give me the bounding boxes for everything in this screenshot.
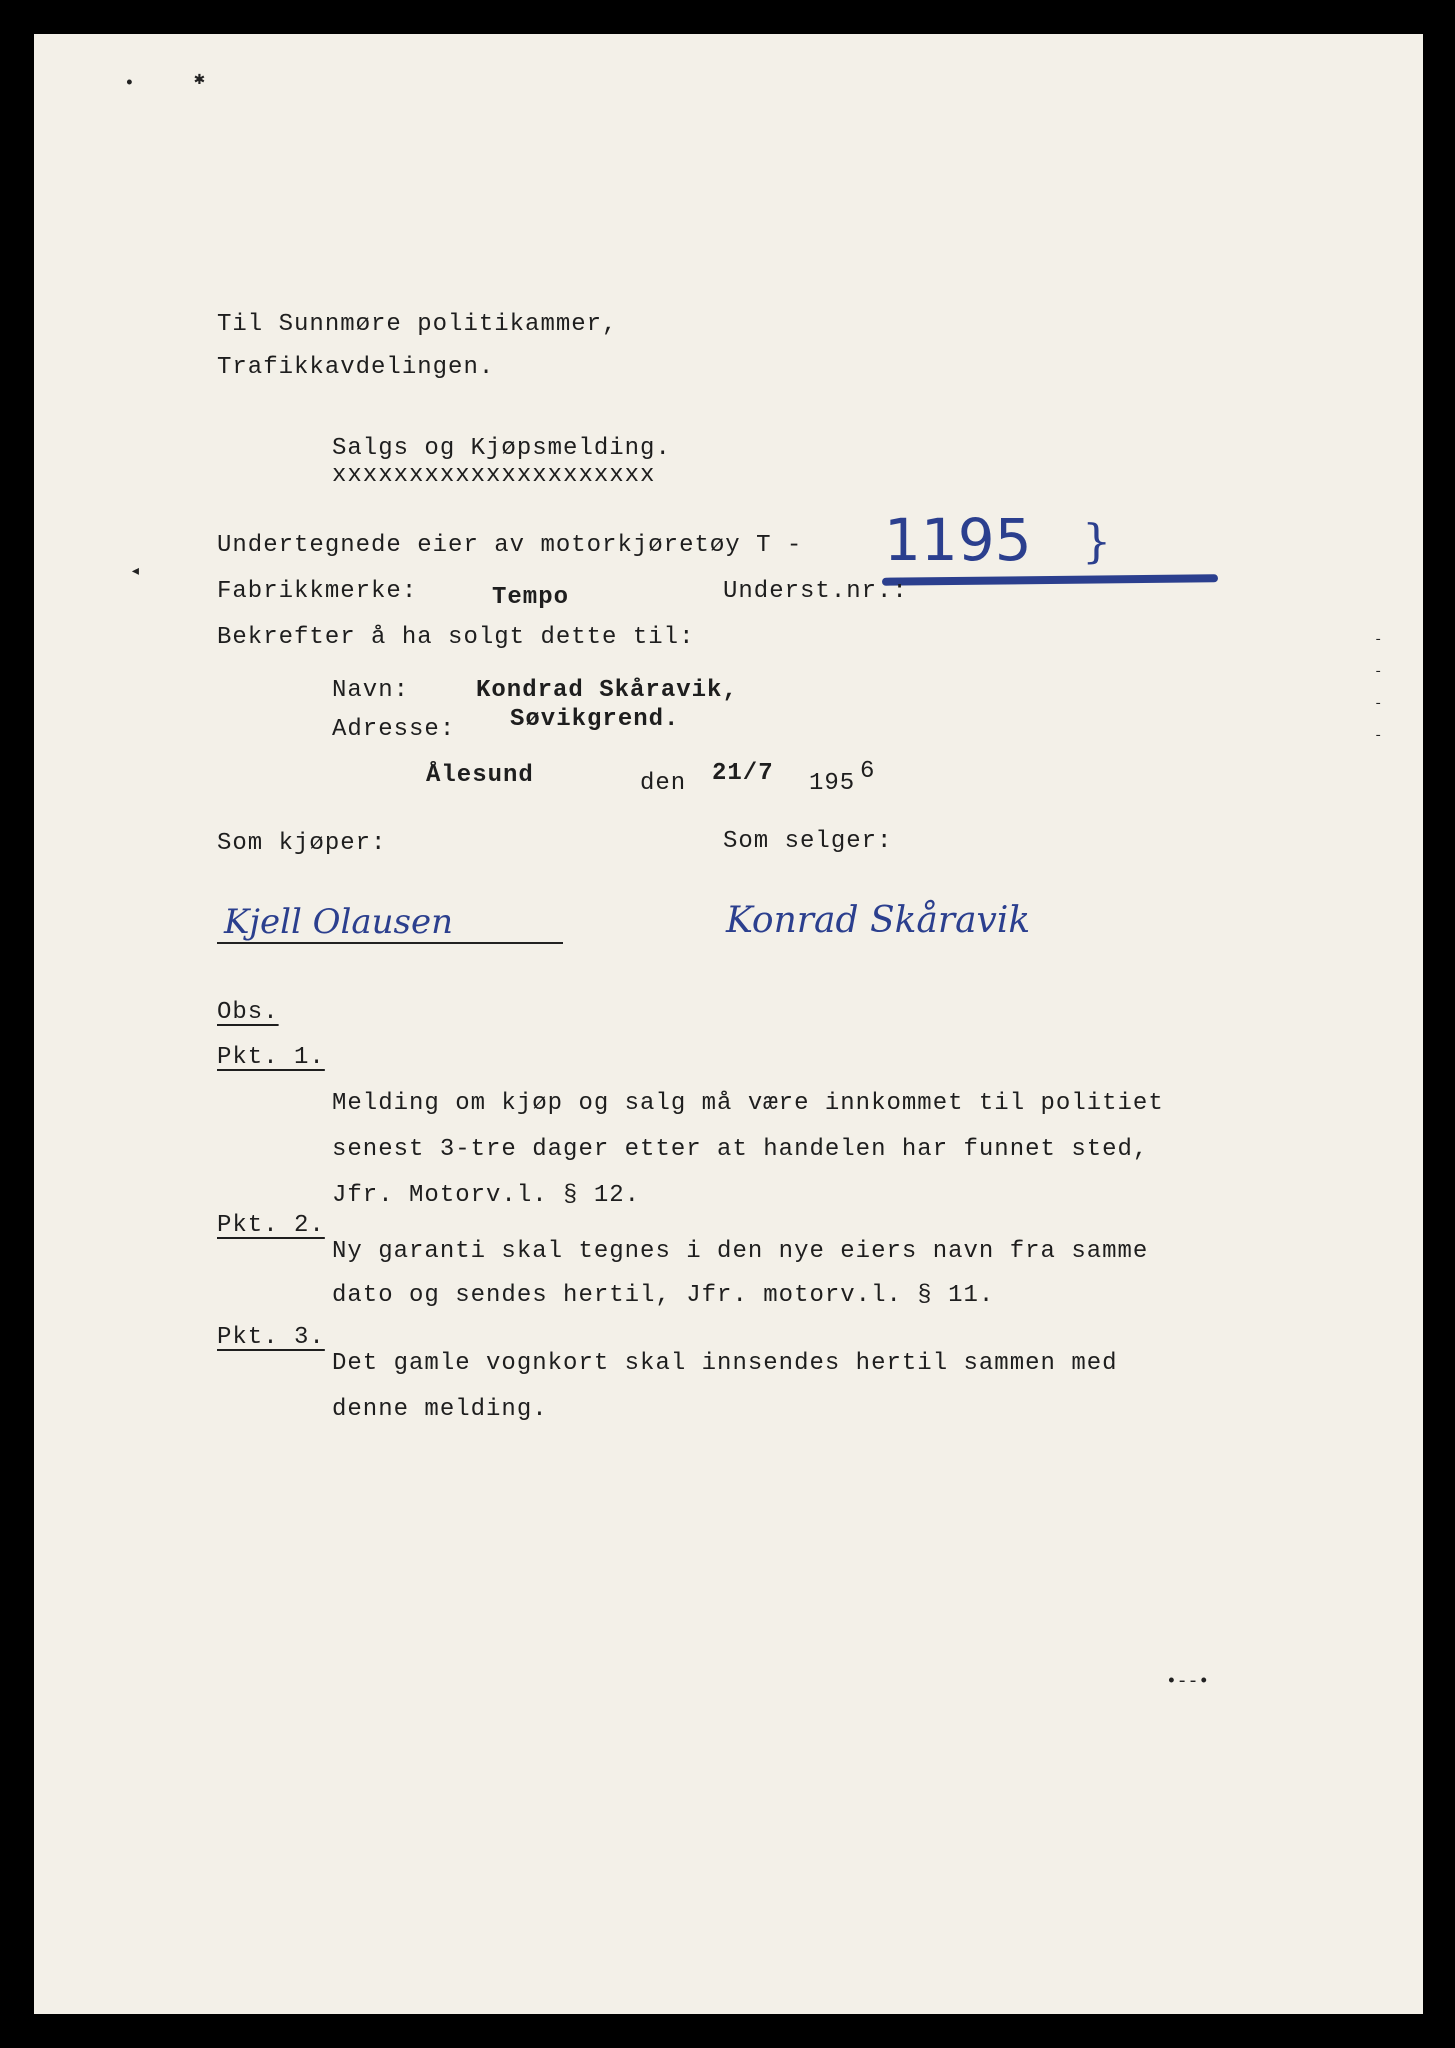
address-value: Søvikgrend. (510, 706, 680, 733)
year-suffix: 6 (860, 758, 876, 785)
form-title-strikeout: xxxxxxxxxxxxxxxxxxxxx (332, 462, 656, 489)
addressee-line-2: Trafikkavdelingen. (217, 354, 495, 381)
addressee-line-1: Til Sunnmøre politikammer, (217, 311, 618, 338)
point-1-label: Pkt. 1. (217, 1044, 325, 1071)
date-den: den (640, 770, 687, 797)
seller-signature: Konrad Skåravik (726, 900, 1031, 941)
point-2-line-2: dato og sendes hertil, Jfr. motorv.l. § 11. (332, 1282, 995, 1309)
point-3-line-2: denne melding. (332, 1396, 548, 1423)
stray-mark-icon: - - - - (1374, 632, 1383, 744)
point-1-line-3: Jfr. Motorv.l. § 12. (332, 1182, 641, 1209)
point-3-label: Pkt. 3. (217, 1324, 325, 1351)
seller-label: Som selger: (723, 828, 893, 855)
make-value: Tempo (492, 584, 570, 611)
handwritten-underline (882, 574, 1218, 586)
date-value: 21/7 (712, 760, 774, 787)
point-2-line-1: Ny garanti skal tegnes i den nye eiers navn fra samme (332, 1238, 1149, 1265)
point-1-line-1: Melding om kjøp og salg må være innkommet til politiet (332, 1090, 1164, 1117)
point-2-label: Pkt. 2. (217, 1212, 325, 1239)
handwritten-vehicle-number: 1195 (884, 506, 1032, 574)
form-title: Salgs og Kjøpsmelding. (332, 435, 671, 462)
stray-mark-icon: ◂ (130, 562, 141, 582)
owner-line-label: Undertegnede eier av motorkjøretøy T - (217, 532, 803, 559)
place: Ålesund (426, 762, 534, 789)
underst-nr-label: Underst.nr.: (723, 578, 908, 605)
buyer-signature: Kjell Olausen (224, 902, 454, 942)
year-prefix: 195 (809, 770, 856, 797)
handwritten-bracket-icon: } (1082, 514, 1112, 568)
document-page (34, 34, 1423, 2014)
buyer-signature-line (217, 942, 563, 944)
point-1-line-2: senest 3-tre dager etter at handelen har funnet sted, (332, 1136, 1149, 1163)
name-value: Kondrad Skåravik, (476, 677, 738, 704)
name-label: Navn: (332, 677, 410, 704)
address-label: Adresse: (332, 716, 456, 743)
stray-mark-icon: •‑‑• (1166, 1672, 1210, 1692)
obs-heading: Obs. (217, 999, 279, 1026)
stray-mark-icon: ✱ (194, 70, 205, 90)
confirm-text: Bekrefter å ha solgt dette til: (217, 624, 695, 651)
stray-mark-icon: • (124, 74, 135, 94)
point-3-line-1: Det gamle vognkort skal innsendes hertil sammen med (332, 1350, 1118, 1377)
make-label: Fabrikkmerke: (217, 578, 418, 605)
buyer-label: Som kjøper: (217, 830, 387, 857)
